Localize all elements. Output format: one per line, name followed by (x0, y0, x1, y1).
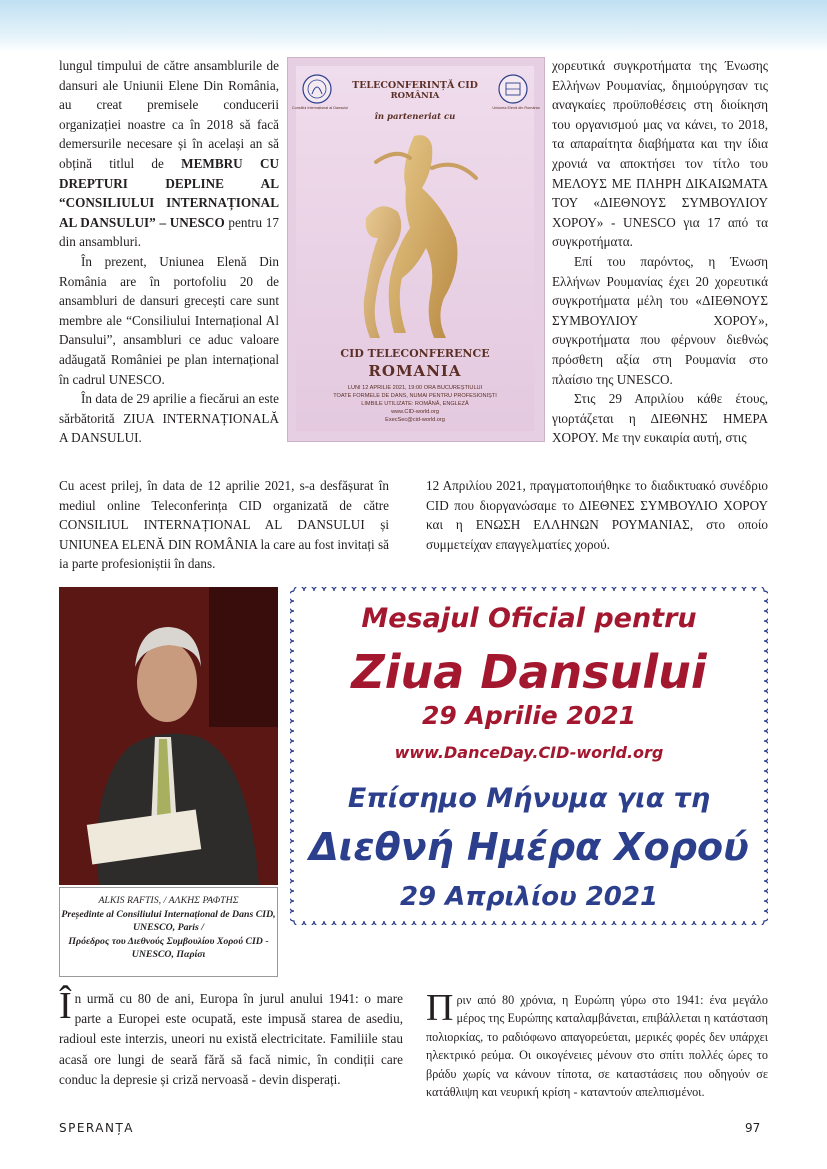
left-paragraph-4: Cu acest prilej, în data de 12 aprilie 2021, s-a desfășurat în mediul online Teleconferința CID organizată de către CONSILIUL INTERNAȚIONAL AL DANSULUI și UNIUNEA ELENĂ DIN ROMÂNIA la care au fost invitați să ia parte profesioniștii în dans. (59, 478, 389, 572)
message-url-link[interactable]: www.DanceDay.CID-world.org (394, 743, 664, 762)
dancers-sculpture-icon (336, 128, 496, 343)
man-portrait-icon (59, 587, 278, 885)
left-paragraph-1: lungul timpului de către ansamblurile de dansuri ale Uniunii Elene Din România, au creat premisele conducerii organizației noastre ca în 2018 să facă demersurile necesare și în același an să obțină titlul de MEMBRU CU DREPTURI DEPLINE AL “CONSILIULUI INTERNAȚIONAL AL DANSULUI” – UNESCO pentru 17 din ansambluri. (59, 58, 280, 250)
poster-details-4: www.CID-world.org (391, 409, 439, 415)
right-column (552, 56, 768, 448)
poster-title-2: ROMÂNIA (390, 91, 440, 101)
photo-caption (59, 887, 278, 977)
gr-dropcap: Π (426, 987, 454, 1029)
poster-logo-right-label: Uniunea Elenă din România (492, 106, 540, 110)
page-top-band (0, 0, 827, 52)
poster-title-1: TELECONFERINȚĂ CID (352, 80, 478, 91)
left-paragraph-3: În data de 29 aprilie a fiecărui an este sărbătorită ZIUA INTERNAȚIONALĂ A DANSULUI. (59, 391, 279, 446)
message-gr-line-1: Επίσημο Μήνυμα για τη (347, 783, 711, 814)
portrait-photo (59, 587, 278, 885)
magazine-name: SPERANȚA (59, 1121, 135, 1135)
message-gr-line-2: Διεθνή Ημέρα Χορού (309, 825, 749, 869)
message-line-2: Ziua Dansului (351, 645, 707, 699)
caption-role-ro: Președinte al Consiliului Internațional de Dans CID, UNESCO, Paris / (61, 908, 276, 934)
left-paragraph-2: În prezent, Uniunea Elenă Din România are în portofoliu 20 de ansambluri de dansuri grecești care sunt membre ale “Consiliului Internațional Al Dansului”, ansambluri ce aduc valoare adăugată României pe plan internațional în cadrul UNESCO. (59, 253, 279, 387)
right-paragraph-3b: 12 Απριλίου 2021, πραγματοποιήθηκε το διαδικτυακό συνέδριο CID που διοργανώσαμε το ΔΙΕΘΝΕΣ ΣΥΜΒΟΥΛΙΟ ΧΟΡΟΥ και η ΕΝΩΣΗ ΕΛΛΗΝΩΝ ΡΟΥΜΑΝΙΑΣ, στο οποίο συμμετείχαν επαγγελματίες χορού. (426, 478, 768, 552)
poster-banner-2: ROMANIA (368, 362, 462, 380)
message-line-1: Mesajul Oficial pentru (361, 603, 697, 634)
gr-bottom-text: ριν από 80 χρόνια, η Ευρώπη γύρω στο 1941: ένα μεγάλο μέρος της Ευρώπης καταλαμβάνεται, επιβάλλεται η κατάσταση πολιορκίας, το ραδιόφωνο απαγορεύεται, μερικές φορές δεν υπάρχει ηλεκτρικό ρεύμα. Οι οικογένειες μένουν στο σπίτι πολλές ώρες το βράδυ χωρίς να κάνουν τίποτα, σε καταστάσεις που οδηγούν σε κατάθλιψη και νευρική κρίση - καταντούν απελπισμένοι. (426, 993, 768, 1100)
ro-bottom-text: n urmă cu 80 de ani, Europa în jurul anului 1941: o mare parte a Europei este ocupată, este impusă starea de asediu, radioul este interzis, uneori nu există electricitate. Familiile stau acasă ore lungi de seară fără să facă nimic, în condiții care conduc la depresie și criză nervoasă - devin disperați. (59, 991, 403, 1087)
right-paragraph-3a: Στις 29 Απριλίου κάθε έτους, γιορτάζεται η ΔΙΕΘΝΗΣ ΗΜΕΡΑ ΧΟΡΟΥ. Με την ευκαιρία αυτή, στις (552, 391, 768, 446)
page-number: 97 (745, 1121, 761, 1135)
poster-logo-left-label: Consiliul Internațional al Dansului (291, 106, 349, 110)
message-line-3: 29 Aprilie 2021 (421, 701, 636, 730)
caption-name: ALKIS RAFTIS, / ΑΛΚΗΣ ΡΑΦΤΗΣ (98, 895, 239, 906)
message-gr-line-3: 29 Απριλίου 2021 (399, 882, 659, 912)
bottom-ro-column (59, 985, 403, 1090)
left-column (59, 56, 279, 448)
poster-subtitle: în parteneriat cu (374, 112, 456, 122)
poster-details-3: LIMBILE UTILIZATE: ROMÂNĂ, ENGLEZĂ (361, 401, 469, 407)
bottom-gr-column (426, 987, 768, 1101)
poster-details-1: LUNI 12 APRILIE 2021, 19:00 ORA BUCUREȘTIULUI (347, 385, 483, 391)
poster-banner-1: CID TELECONFERENCE (340, 347, 490, 360)
poster-details-2: TOATE FORMELE DE DANS, NUMAI PENTRU PROFESIONIȘTI (333, 393, 497, 399)
poster-details-5: ExecSec@cid-world.org (385, 417, 445, 423)
caption-role-gr: Πρόεδρος του Διεθνούς Συμβουλίου Χορού CID - UNESCO, Παρίσι (68, 935, 269, 961)
right-paragraph-1: χορευτικά συγκροτήματα της Ένωσης Ελλήνων Ρουμανίας, δημιούργησαν τις αναγκαίες προϋποθέσεις στη διοίκηση του οργανισμού μας να κάνει, το 2018, τα απαραίτητα διαβήματα και την ίδια χρονιά να αποκτήσει τον τίτλο του ΜΕΛΟΥΣ ΜΕ ΠΛΗΡΗ ΔΙΚΑΙΩΜΑΤΑ ΤΟΥ «ΔΙΕΘΝΟΥΣ ΣΥΜΒΟΥΛΙΟΥ ΧΟΡΟΥ» - UNESCO για 17 από τα συγκροτήματα. (552, 58, 768, 250)
teleconference-poster (287, 57, 545, 442)
right-paragraph-2: Επί του παρόντος, η Ένωση Ελλήνων Ρουμανίας έχει 20 χορευτικά συγκροτήματα μέλη του «ΔΙΕΘΝΟΥΣ ΣΥΜΒΟΥΛΙΟΥ ΧΟΡΟΥ», συγκροτήματα που φέρνουν διεθνώς πρόσθετη αξία στη Ρουμανία στο πλαίσιο της UNESCO. (552, 253, 768, 387)
ro-dropcap: Î (59, 985, 72, 1027)
